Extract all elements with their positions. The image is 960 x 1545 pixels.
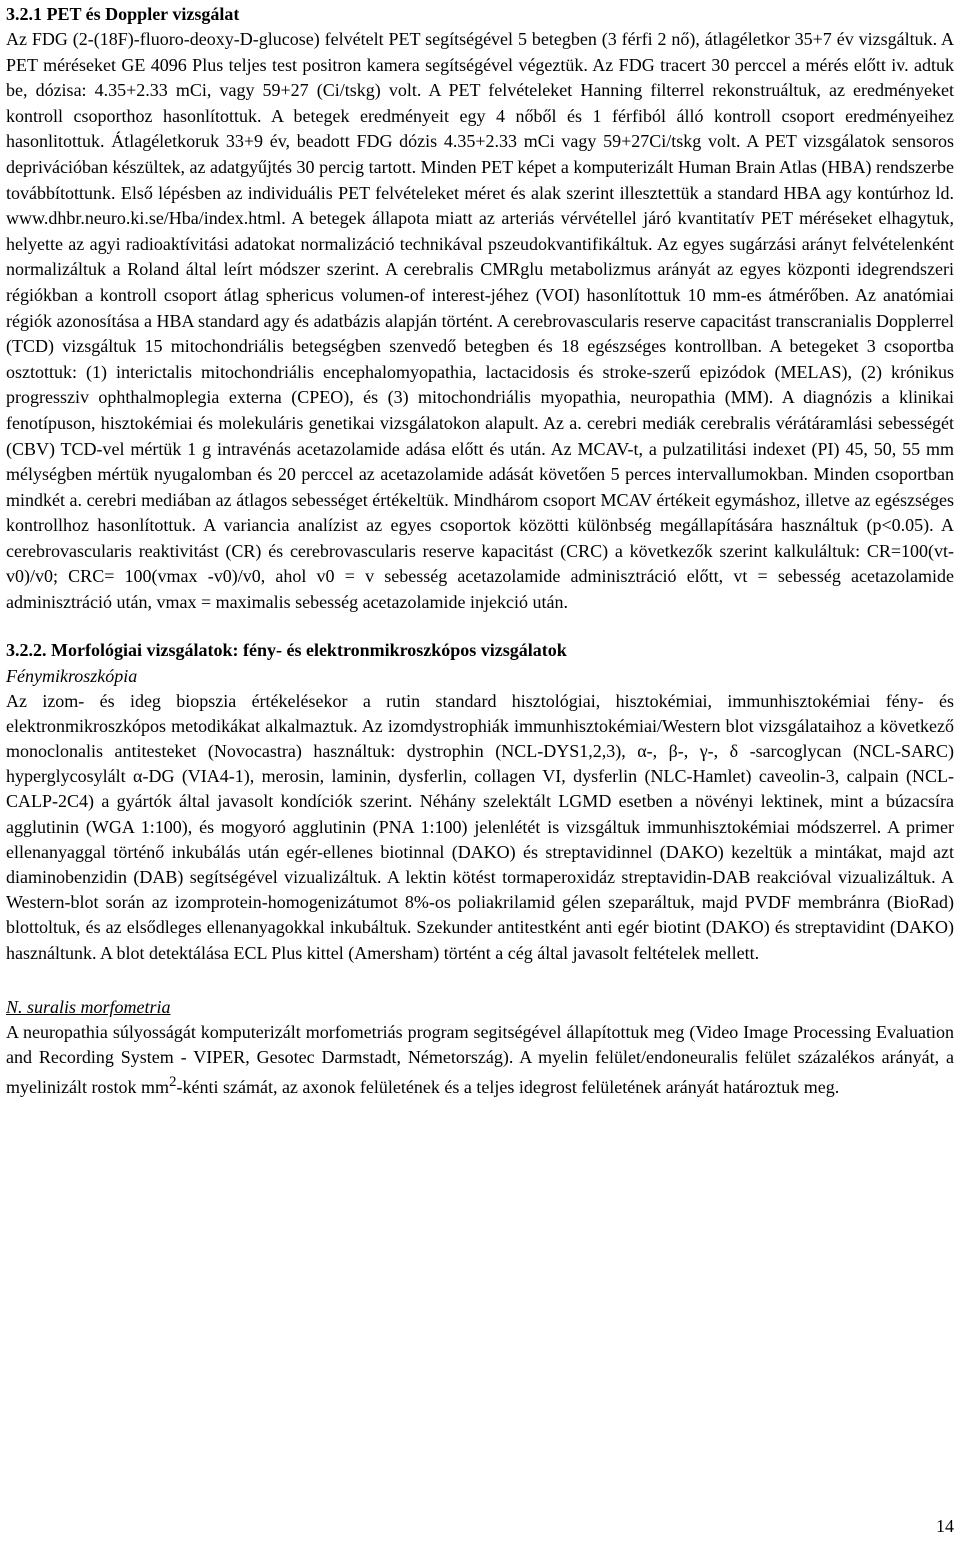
subheading-light-microscopy: Fénymikroszkópia [6, 665, 138, 686]
section-heading-321: 3.2.1 PET és Doppler vizsgálat [6, 4, 240, 24]
section-pet-doppler [6, 2, 954, 616]
section-nsuralis-morphometry [6, 994, 954, 1101]
superscript-exponent: 2 [168, 1074, 177, 1091]
section-body-321: Az FDG (2-(18F)-fluoro-deoxy-D-glucose) felvételt PET segítségével 5 betegben (3 férfi 2 nő), átlagéletkor 35+7 év vizsgáltuk. A PET méréseket GE 4096 Plus teljes test positron kamera segítségével végeztük. Az FDG tracert 30 perccel a mérés előtt iv. adtuk be, dózisa: 4.35+2.33 mCi, vagy 59+27 (Ci/tskg) volt. A PET felvételeket Hanning filterrel rekonstruáltuk, az eredményeket kontroll csoporthoz hasonlítottuk. A betegek eredményeit egy 4 nőből és 1 férfiból álló kontroll csoport eredményeihez hasonlitottuk. Átlagéletkoruk 33+9 év, beadott FDG dózis 4.35+2.33 mCi vagy 59+27Ci/tskg volt. A PET vizsgálatok sensoros deprivációban készültek, az adatgyűjtés 30 percig tartott. Minden PET képet a komputerizált Human Brain Atlas (HBA) rendszerbe továbbítottunk. Első lépésben az individuális PET felvételeket méret és alak szerint illesztettük a standard HBA agy kontúrhoz ld. www.dhbr.neuro.ki.se/Hba/index.html. A betegek állapota miatt az arteriás vérvétellel járó kvantitatív PET méréseket elhagytuk, helyette az agyi radioaktívitási adatokat normalizáció technikával pszeudokvantifikáltuk. Az egyes sugárzási arányt felvételenként normalizáltuk a Roland által leírt módszer szerint. A cerebralis CMRglu metabolizmus arányát az egyes központi idegrendszeri régiókban a kontroll csoport átlag sphericus volumen-of interest-jéhez (VOI) hasonlítottuk 10 mm-es átmérőben. Az anatómiai régiók azonosítása a HBA standard agy és adatbázis alapján történt. A cerebrovascularis reserve capacitást transcranialis Dopplerrel (TCD) vizsgáltuk 15 mitochondriális betegségben szenvedő betegben és 18 egészséges kontrollban. A betegeket 3 csoportba osztottuk: (1) interictalis mitochondriális encephalomyopathia, lactacidosis és stroke-szerű epizódok (MELAS), (2) krónikus progressziv ophthalmoplegia externa (CPEO), és (3) mitochondriális myopathia, neuropathia (MM). A diagnózis a klinikai fenotípuson, hisztokémiai és molekuláris genetikai vizsgálatokon alapult. Az a. cerebri mediák cerebralis vérátáramlási sebességét (CBV) TCD-vel mértük 1 g intravénás acetazolamide adása előtt és után. Az MCAV-t, a pulzatilitási indexet (PI) 45, 50, 55 mm mélységben mértük nyugalomban és 20 perccel az acetazolamide adását követően 5 perces intervallumokban. Minden csoportban mindkét a. cerebri mediában az átlagos sebességet értékeltük. Mindhárom csoport MCAV értékeit egymáshoz, illetve az egészséges kontrollhoz hasonlítottuk. A variancia analízist az egyes csoportok közötti különbség megállapítására használtuk (p<0.05). A cerebrovascularis reaktivitást (CR) és cerebrovascularis reserve kapacitást (CRC) a következők szerint kalkuláltuk: CR=100(vt-v0)/v0; CRC= 100(vmax -v0)/v0, ahol v0 = v sebesség acetazolamide adminisztráció előtt, vt = sebesség acetazolamide adminisztráció után, vmax = maximalis sebesség acetazolamide injekció után. [6, 29, 954, 613]
page-number: 14 [936, 1516, 954, 1536]
body-text-part-1: A neuropathia súlyosságát komputerizált morfometriás program segitségével állapítottuk meg (Video Image Processing Evaluation and Recording System - VIPER, Gesotec Darmstadt, Németország). A myelin felület/endoneuralis felület százalékos arányát, a myelinizált rostok mm [6, 1021, 954, 1098]
subheading-nsuralis: N. suralis morfometria [6, 996, 171, 1017]
section-heading-322: 3.2.2. Morfológiai vizsgálatok: fény- és elektronmikroszkópos vizsgálatok [6, 639, 567, 660]
section-body-nsuralis [6, 1020, 954, 1101]
section-morphology [6, 638, 954, 966]
body-text-part-2: -kénti számát, az axonok felületének és a teljes idegrost felületének arányát határoztuk meg. [176, 1077, 840, 1098]
document-page [6, 2, 954, 1101]
section-body-322: Az izom- és ideg biopszia értékelésekor a rutin standard hisztológiai, hisztokémiai, immunhisztokémiai fény- és elektronmikroszkópos metodikákat alkalmaztuk. Az izomdystrophiák immunhisztokémiai/Western blot vizsgálataihoz a következő monoclonalis antitesteket (Novocastra) használtuk: dystrophin (NCL-DYS1,2,3), α-, β-, γ-, δ -sarcoglycan (NCL-SARC) hyperglycosylált α-DG (VIA4-1), merosin, laminin, dysferlin, collagen VI, dysferlin (NLC-Hamlet) caveolin-3, calpain (NCL-CALP-2C4) a gyártók által javasolt kondíciók szerint. Néhány szelektált LGMD esetben a növényi lektinek, mint a búzacsíra agglutinin (WGA 1:100), és mogyoró agglutinin (PNA 1:100) jelenlétét is vizsgáltuk immunhisztokémiai módszerrel. A primer ellenanyaggal történő inkubálás után egér-ellenes biotinnal (DAKO) és streptavidinnel (DAKO) kezeltük a mintákat, majd azt diaminobenzidin (DAB) segítségével vizualizáltuk. A lektin kötést tormaperoxidáz streptavidin-DAB reakcióval vizualizáltuk. A Western-blot során az izomprotein-homogenizátumot 8%-os poliakrilamid gélen szeparáltuk, majd PVDF membránra (BioRad) blottoltuk, és az elsődleges ellenanyagokkal inkubáltuk. Szekunder antitestként anti egér biotint (DAKO) és streptavidint (DAKO) használtunk. A blot detektálása ECL Plus kittel (Amersham) történt a cég által javasolt feltételek mellett. [6, 690, 954, 963]
